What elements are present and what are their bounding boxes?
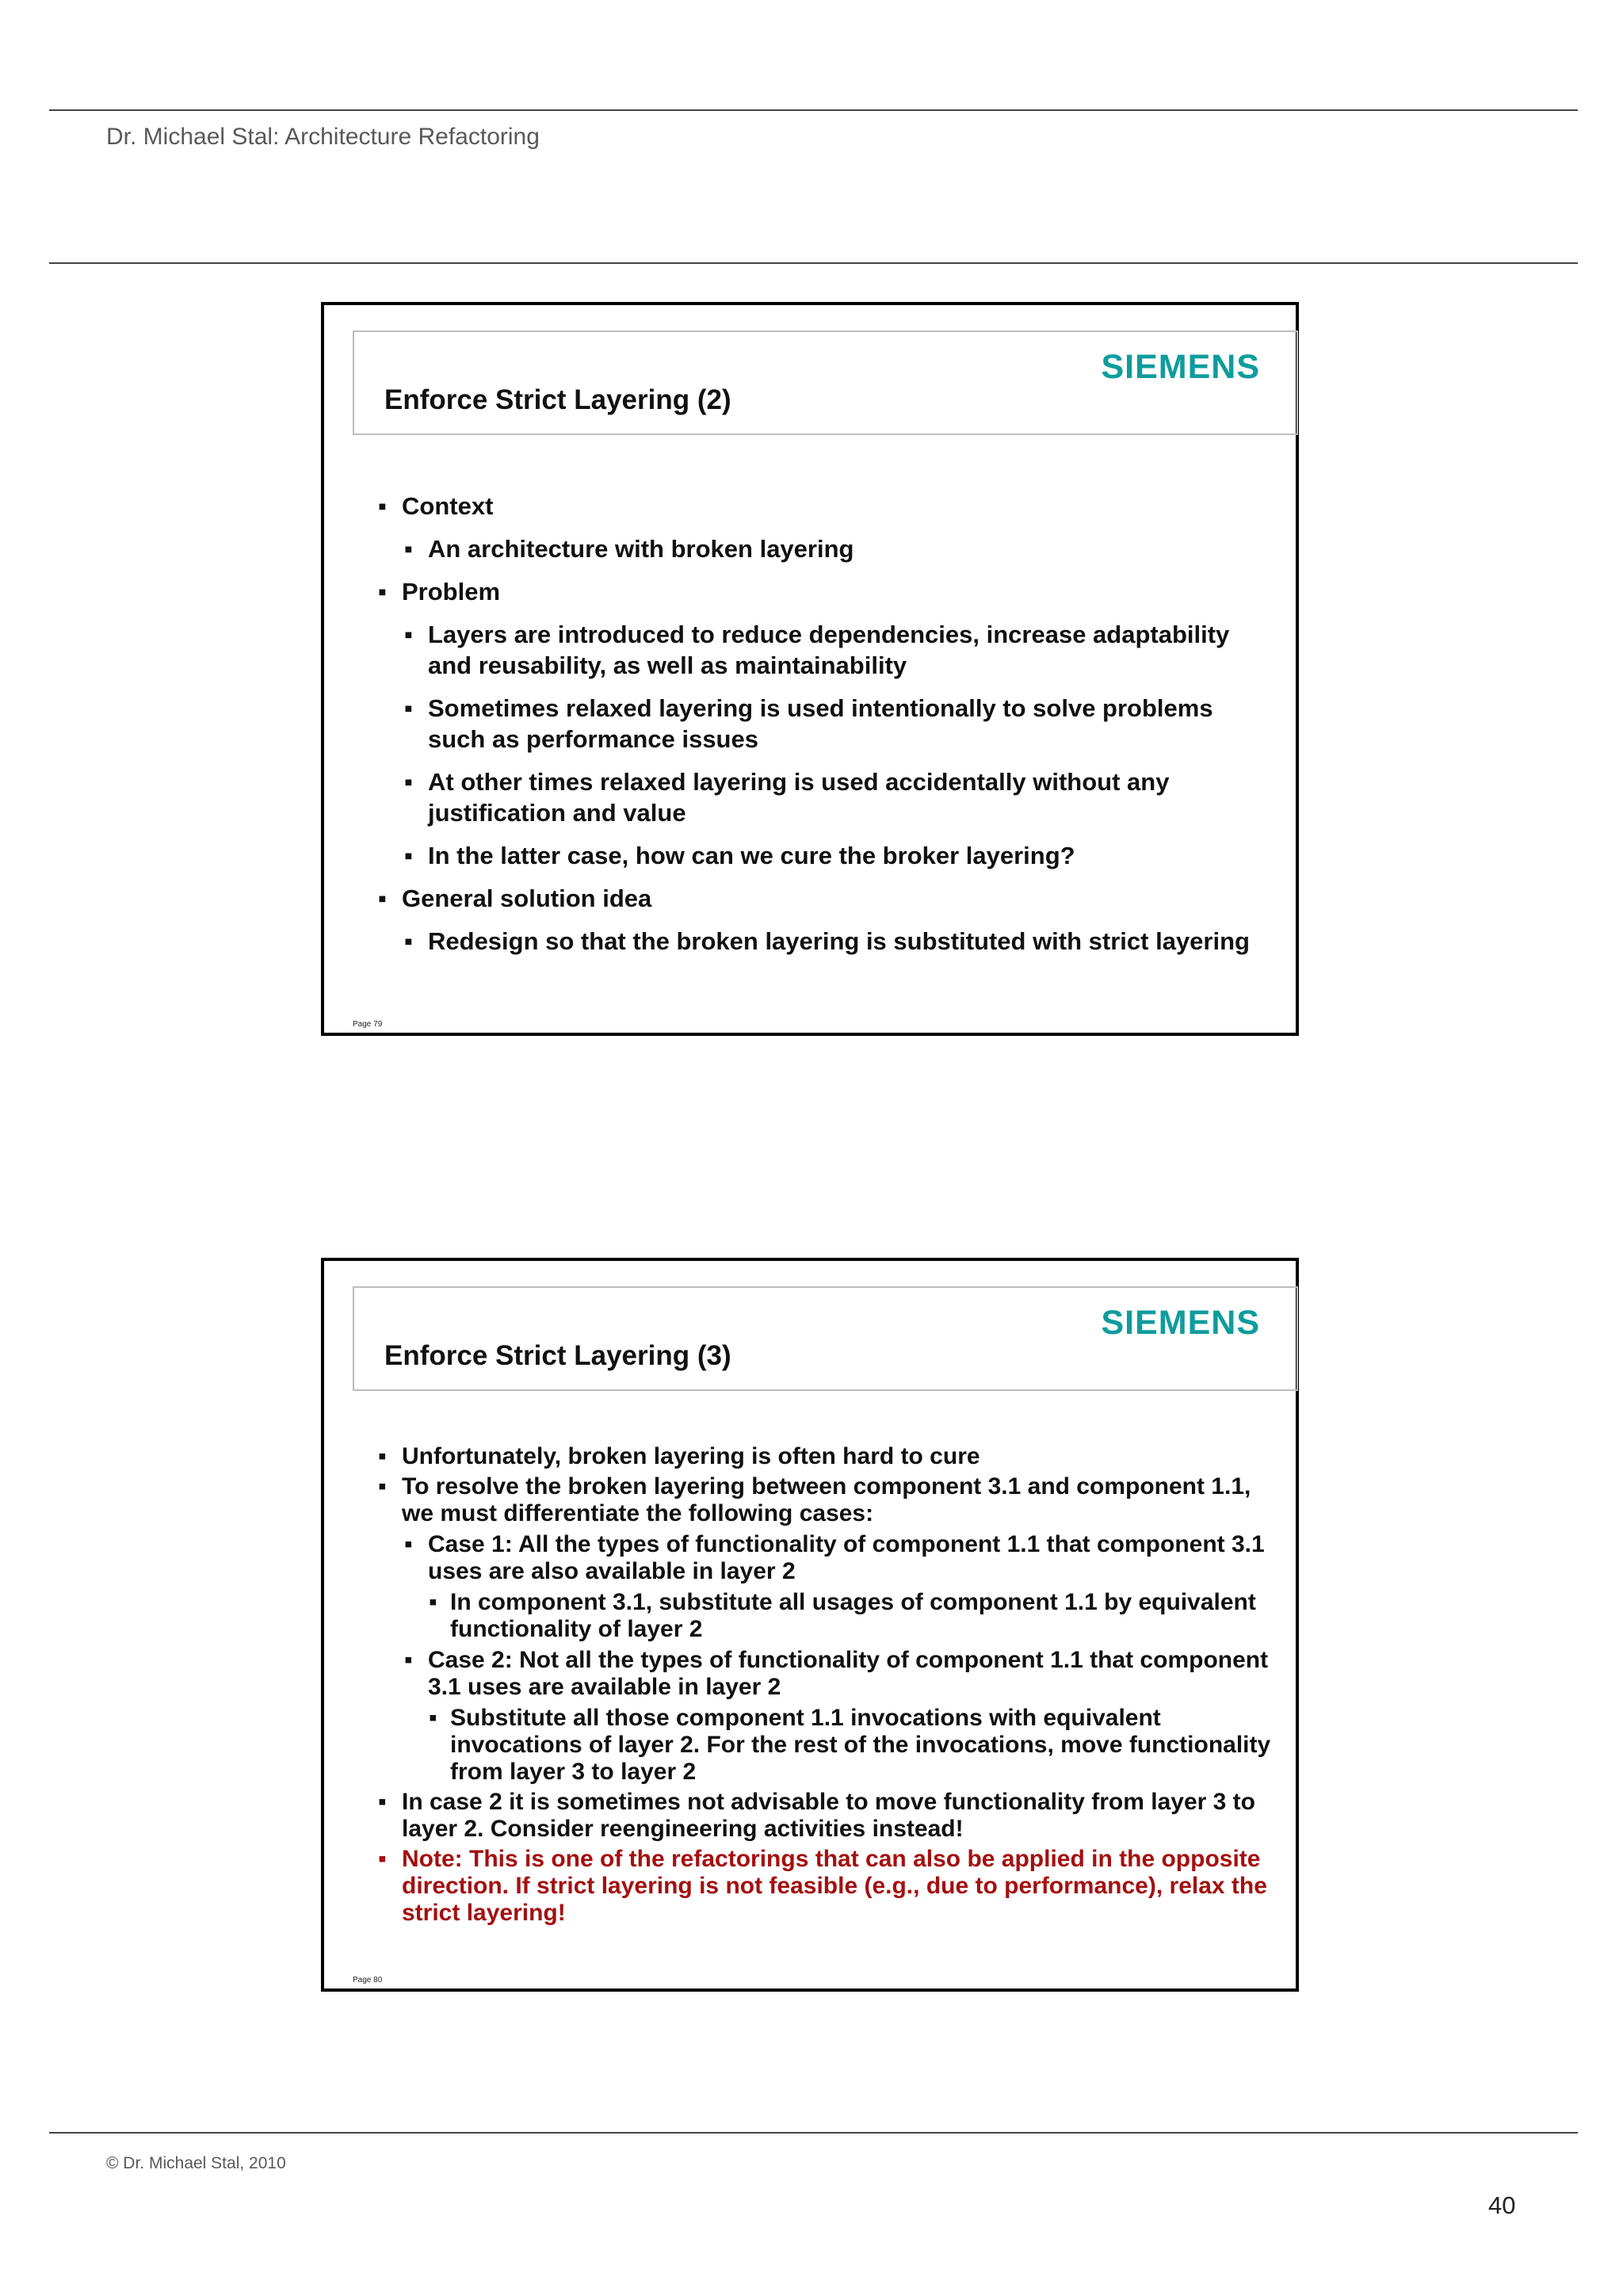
slide-79 [321,302,1299,1036]
slide-page-label: Page 80 [353,1976,383,1985]
bullet-case-2: ▪ Case 2: Not all the types of functionality of component 1.1 that component 3.1 uses are available in layer 2 [378,1647,1272,1701]
slide-80 [321,1258,1299,1992]
footer-copyright: © Dr. Michael Stal, 2010 [106,2154,286,2172]
bullet-item: ▪ Unfortunately, broken layering is often hard to cure [378,1443,1272,1470]
siemens-logo: SIEMENS [1101,348,1260,386]
slide-title-bar [353,330,1298,435]
bullet-context-detail: ▪ An architecture with broken layering [378,533,1272,564]
bullet-problem-detail: ▪ In the latter case, how can we cure the broker layering? [378,840,1272,871]
bullet-case-2-detail: ▪ Substitute all those component 1.1 invocations with equivalent invocations of layer 2. For the rest of the invocations, move functionality from layer 3 to layer 2 [378,1705,1272,1786]
page-number: 40 [1488,2191,1516,2219]
bullet-solution-idea: ▪ General solution idea [378,883,1272,914]
slide-title-bar [353,1286,1298,1391]
slide-title: Enforce Strict Layering (2) [384,384,731,415]
document-header-title: Dr. Michael Stal: Architecture Refactoring [106,124,540,150]
bullet-case-1: ▪ Case 1: All the types of functionality of component 1.1 that component 3.1 uses are also available in layer 2 [378,1531,1272,1585]
slide-page-label: Page 79 [353,1020,383,1029]
header-top-rule [49,109,1578,111]
bullet-context: ▪ Context [378,491,1272,521]
bullet-problem-detail: ▪ Layers are introduced to reduce dependencies, increase adaptability and reusability, as well as maintainability [378,619,1272,681]
bullet-note: ▪ Note: This is one of the refactorings that can also be applied in the opposite direction. If strict layering is not feasible (e.g., due to performance), relax the strict layering! [378,1846,1272,1927]
siemens-logo: SIEMENS [1101,1304,1260,1342]
header-bottom-rule [49,262,1578,264]
bullet-problem: ▪ Problem [378,576,1272,607]
bullet-solution-detail: ▪ Redesign so that the broken layering is substituted with strict layering [378,926,1272,957]
slide-title: Enforce Strict Layering (3) [384,1340,731,1371]
slide-bullet-list [378,1443,1272,1927]
bullet-problem-detail: ▪ At other times relaxed layering is used accidentally without any justification and value [378,766,1272,828]
slide-bullet-list [378,491,1272,957]
bullet-item: ▪ In case 2 it is sometimes not advisable to move functionality from layer 3 to layer 2. Consider reengineering activities instead! [378,1789,1272,1843]
bullet-item: ▪ To resolve the broken layering between component 3.1 and component 1.1, we must differentiate the following cases: [378,1473,1272,1527]
footer-rule [49,2132,1578,2134]
bullet-problem-detail: ▪ Sometimes relaxed layering is used intentionally to solve problems such as performance issues [378,693,1272,755]
bullet-case-1-detail: ▪ In component 3.1, substitute all usages of component 1.1 by equivalent functionality of layer 2 [378,1589,1272,1643]
